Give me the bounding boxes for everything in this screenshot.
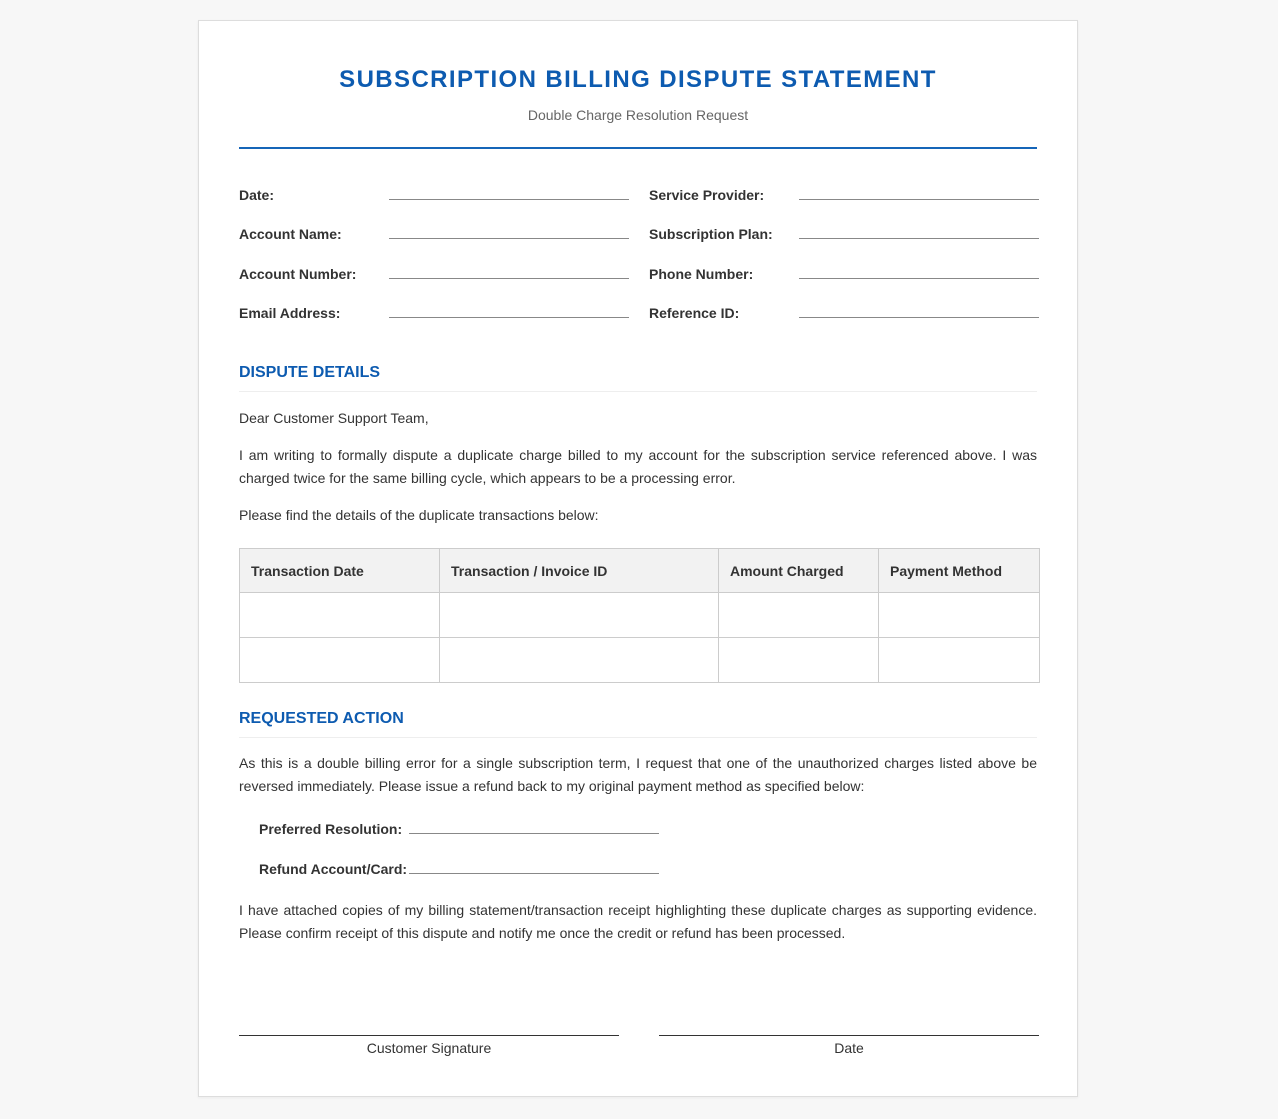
email-address-input-line[interactable] — [389, 317, 629, 318]
date-label: Date: — [239, 187, 275, 203]
service-provider-label: Service Provider: — [649, 187, 765, 203]
signature-date-block — [659, 1035, 1039, 1056]
closing-text: I have attached copies of my billing statement/transaction receipt highlighting these duplicate charges as supporting evidence. Please confirm receipt of this dispute and notify me once the credit or refund has been processed. — [239, 902, 1037, 941]
date-field — [239, 187, 629, 211]
table-cell[interactable] — [719, 638, 879, 683]
header-amount-charged: Amount Charged — [719, 549, 879, 593]
account-name-label: Account Name: — [239, 226, 342, 242]
email-address-field — [239, 305, 629, 329]
reference-id-field — [649, 305, 1039, 329]
phone-number-field — [649, 266, 1039, 290]
account-number-label: Account Number: — [239, 266, 357, 282]
table-cell[interactable] — [719, 593, 879, 638]
signature-date-line[interactable] — [659, 1035, 1039, 1036]
table-intro-text: Please find the details of the duplicate transactions below: — [239, 507, 599, 523]
greeting-text: Dear Customer Support Team, — [239, 410, 429, 426]
refund-account-input-line[interactable] — [409, 873, 659, 874]
table-cell[interactable] — [240, 638, 440, 683]
refund-account-field — [259, 861, 659, 885]
subscription-plan-input-line[interactable] — [799, 238, 1039, 239]
header-payment-method: Payment Method — [879, 549, 1040, 593]
table-cell[interactable] — [440, 638, 719, 683]
dispute-details-heading: DISPUTE DETAILS — [239, 364, 1037, 392]
refund-account-label: Refund Account/Card: — [259, 861, 408, 877]
reference-id-label: Reference ID: — [649, 305, 740, 321]
header-transaction-invoice-id: Transaction / Invoice ID — [440, 549, 719, 593]
document-page — [198, 20, 1078, 1097]
header-divider — [239, 147, 1037, 149]
service-provider-input-line[interactable] — [799, 199, 1039, 200]
reference-id-input-line[interactable] — [799, 317, 1039, 318]
document-title: SUBSCRIPTION BILLING DISPUTE STATEMENT — [339, 66, 937, 93]
table-row — [240, 593, 1040, 638]
dispute-body-text: I am writing to formally dispute a duplicate charge billed to my account for the subscription service referenced above. I was charged twice for the same billing cycle, which appears to be a processing error. — [239, 447, 1037, 486]
requested-action-heading: REQUESTED ACTION — [239, 710, 1037, 738]
service-provider-field — [649, 187, 1039, 211]
date-input-line[interactable] — [389, 199, 629, 200]
table-cell[interactable] — [440, 593, 719, 638]
phone-number-input-line[interactable] — [799, 278, 1039, 279]
requested-action-body-text: As this is a double billing error for a single subscription term, I request that one of the unauthorized charges listed above be reversed immediately. Please issue a refund back to my original payment method as specified below: — [239, 755, 1037, 794]
document-subtitle: Double Charge Resolution Request — [527, 107, 749, 123]
preferred-resolution-label: Preferred Resolution: — [259, 821, 403, 837]
subscription-plan-field — [649, 226, 1039, 250]
account-number-input-line[interactable] — [389, 278, 629, 279]
header-transaction-date: Transaction Date — [240, 549, 440, 593]
preferred-resolution-input-line[interactable] — [409, 833, 659, 834]
account-name-field — [239, 226, 629, 250]
subscription-plan-label: Subscription Plan: — [649, 226, 773, 242]
phone-number-label: Phone Number: — [649, 266, 754, 282]
signature-date-label: Date — [834, 1040, 864, 1056]
customer-signature-label: Customer Signature — [366, 1040, 492, 1056]
table-header-row — [240, 549, 1040, 593]
customer-signature-block — [239, 1035, 619, 1056]
customer-signature-line[interactable] — [239, 1035, 619, 1036]
account-name-input-line[interactable] — [389, 238, 629, 239]
table-cell[interactable] — [879, 638, 1040, 683]
preferred-resolution-field — [259, 821, 659, 845]
transactions-table — [239, 548, 1040, 683]
table-cell[interactable] — [879, 593, 1040, 638]
account-number-field — [239, 266, 629, 290]
table-cell[interactable] — [240, 593, 440, 638]
table-row — [240, 638, 1040, 683]
email-address-label: Email Address: — [239, 305, 341, 321]
